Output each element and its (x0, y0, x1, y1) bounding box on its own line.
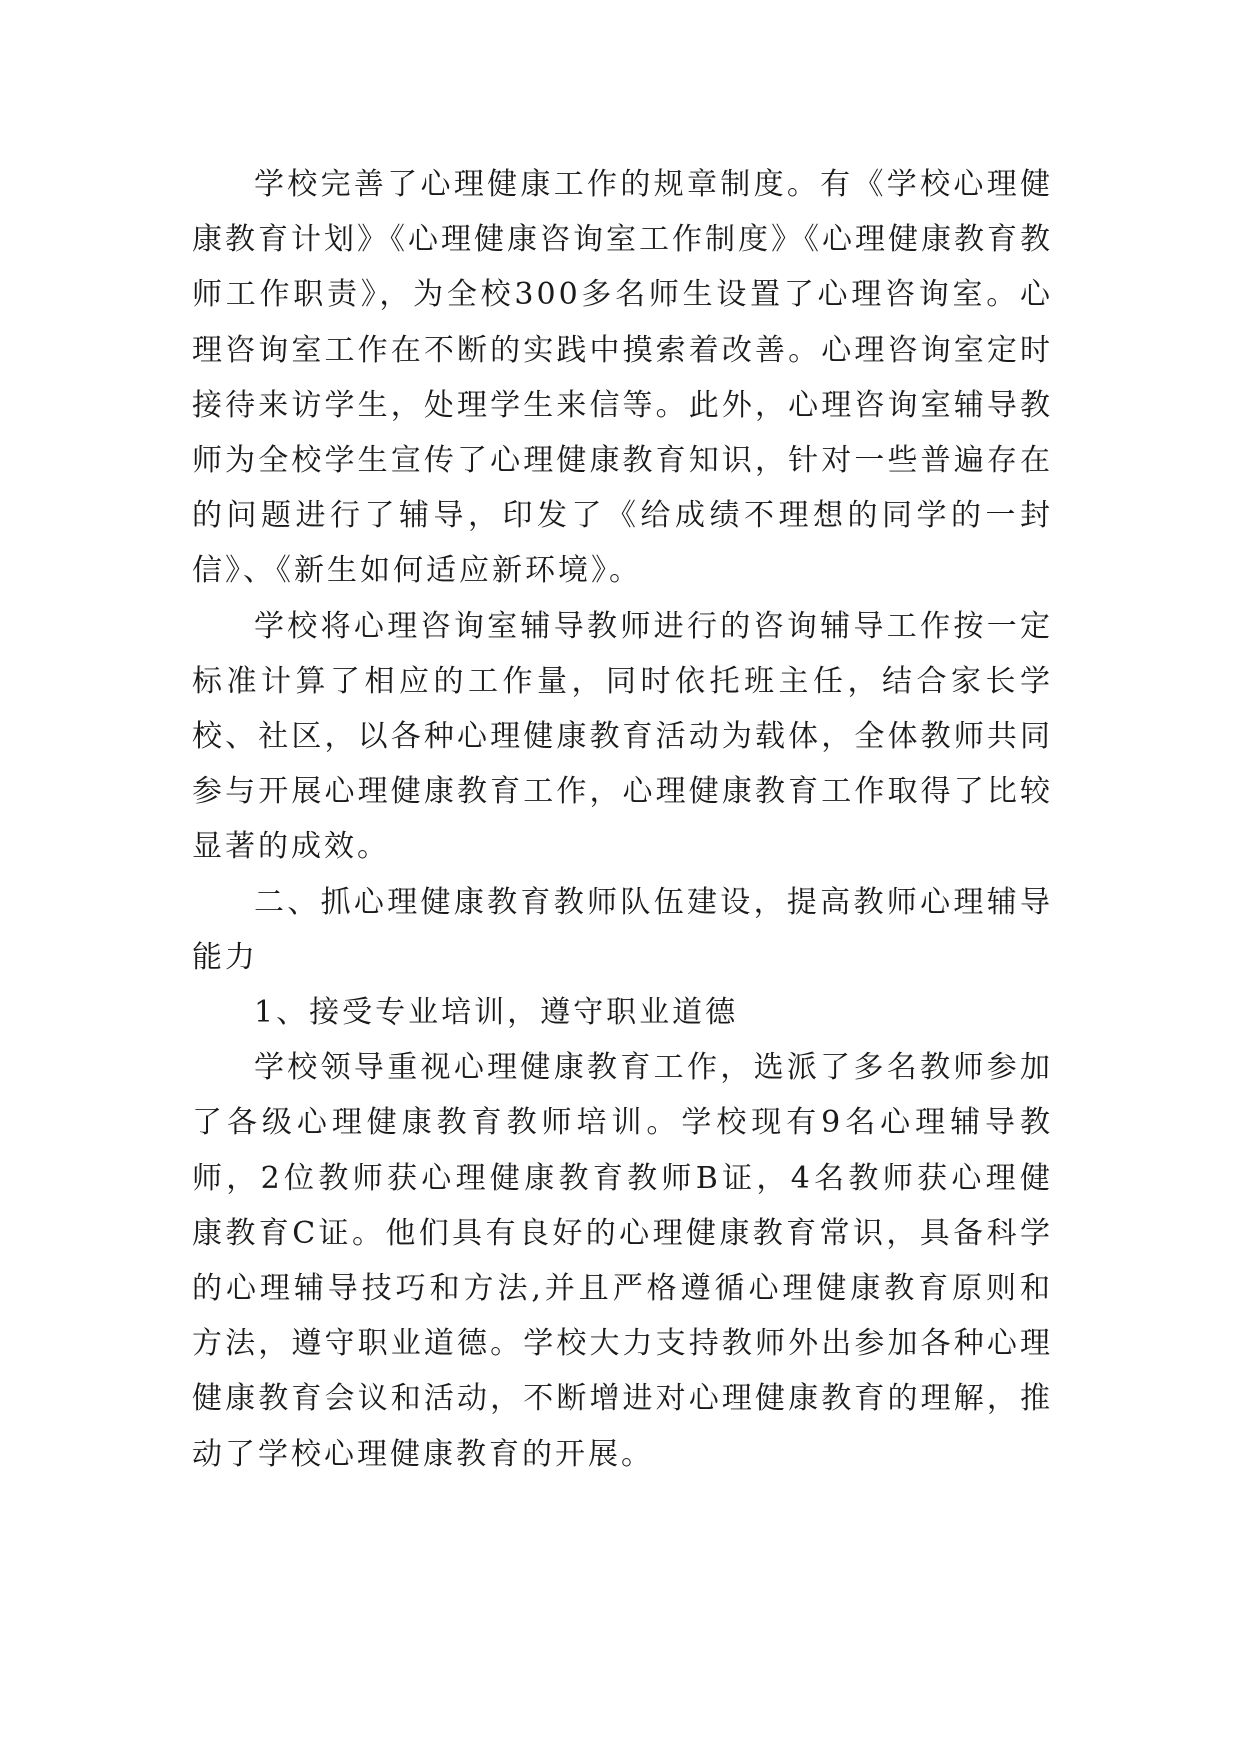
paragraph-training: 学校领导重视心理健康教育工作，选派了多名教师参加了各级心理健康教育教师培训。学校现有9名心理辅导教师，2位教师获心理健康教育教师B证，4名教师获心理健康教育C证。他们具有良好的心理健康教育常识，具备科学的心理辅导技巧和方法,并且严格遵循心理健康教育原则和方法，遵守职业道德。学校大力支持教师外出参加各种心理健康教育会议和活动，不断增进对心理健康教育的理解，推动了学校心理健康教育的开展。 (192, 1050, 1053, 1472)
subheading-training: 1、接受专业培训，遵守职业道德 (254, 995, 739, 1031)
section-heading-teacher-team: 二、抓心理健康教育教师队伍建设，提高教师心理辅导能力 (192, 884, 1053, 975)
document-body (192, 157, 1053, 1482)
paragraph-counseling-room: 学校完善了心理健康工作的规章制度。有《学校心理健康教育计划》《心理健康咨询室工作制度》《心理健康教育教师工作职责》，为全校300多名师生设置了心理咨询室。心理咨询室工作在不断的实践中摸索着改善。心理咨询室定时接待来访学生，处理学生来信等。此外，心理咨询室辅导教师为全校学生宣传了心理健康教育知识，针对一些普遍存在的问题进行了辅导，印发了《给成绩不理想的同学的一封信》、《新生如何适应新环境》。 (192, 167, 1053, 589)
paragraph-workload: 学校将心理咨询室辅导教师进行的咨询辅导工作按一定标准计算了相应的工作量，同时依托班主任，结合家长学校、社区，以各种心理健康教育活动为载体，全体教师共同参与开展心理健康教育工作，心理健康教育工作取得了比较显著的成效。 (192, 608, 1053, 865)
